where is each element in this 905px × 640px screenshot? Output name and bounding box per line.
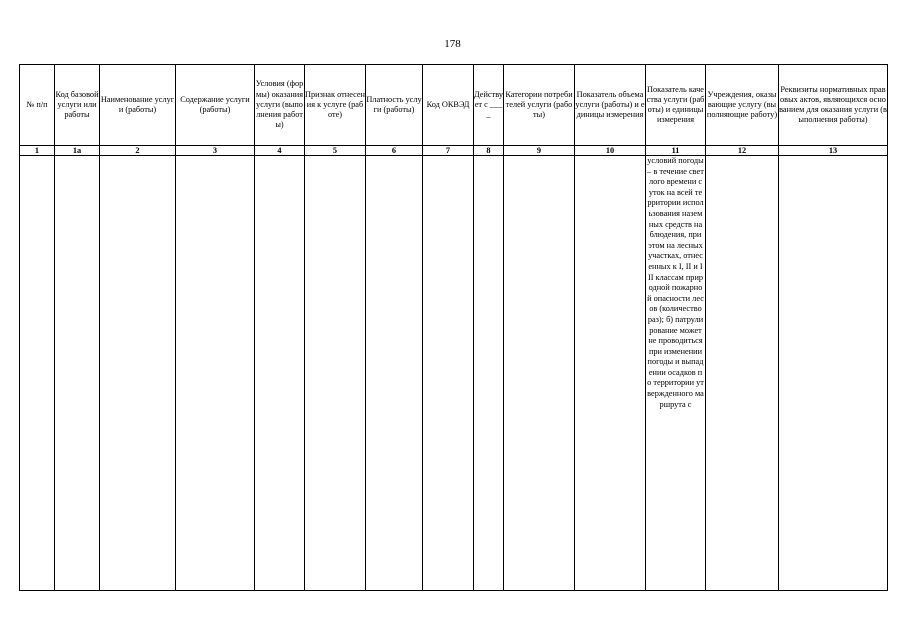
header-cell: Реквизиты нормативных правовых актов, являющихся основанием для оказания услуги (выполнения работы) (779, 65, 888, 146)
quality-indicator-text: условий погоды – в течение светлого времени суток на всей территории использования наземных средств наблюдения, при этом на лесных участках, отнесенных к I, II и III классам природной пожарной опасности лесов (количество раз); б) патрулирование может не проводиться при изменении погоды и выпадении осадков по территории утвержденного маршрута с (647, 156, 704, 409)
header-cell: Код ОКВЭД (423, 65, 474, 146)
page-number: 178 (444, 38, 461, 50)
cell-text (504, 156, 574, 590)
cell-text (779, 156, 887, 590)
table-cell (100, 156, 176, 591)
cell-text (55, 156, 99, 590)
cell-text (255, 156, 304, 590)
header-cell: Содержание услуги (работы) (176, 65, 255, 146)
column-number-cell: 1 (20, 146, 55, 156)
table-cell (779, 156, 888, 591)
header-cell: Показатель качества услуги (работы) и единицы измерения (646, 65, 706, 146)
header-cell: № п/п (20, 65, 55, 146)
cell-text (575, 156, 645, 590)
column-number-cell: 6 (366, 146, 423, 156)
table-cell (20, 156, 55, 591)
table-cell (575, 156, 646, 591)
table-cell (305, 156, 366, 591)
table-row (20, 156, 888, 591)
column-number-cell: 1а (55, 146, 100, 156)
column-number-cell: 3 (176, 146, 255, 156)
header-cell: Условия (формы) оказания услуги (выполнения работы) (255, 65, 305, 146)
table-cell (55, 156, 100, 591)
header-cell: Категории потребителей услуги (работы) (504, 65, 575, 146)
cell-text (366, 156, 422, 590)
cell-text (305, 156, 365, 590)
header-cell: Платность услуги (работы) (366, 65, 423, 146)
column-number-cell: 11 (646, 146, 706, 156)
column-number-cell: 2 (100, 146, 176, 156)
header-cell: Наименование услуги (работы) (100, 65, 176, 146)
cell-text (474, 156, 503, 590)
header-cell: Показатель объема услуги (работы) и единицы измерения (575, 65, 646, 146)
table-cell (474, 156, 504, 591)
table-cell (646, 156, 706, 591)
column-number-cell: 10 (575, 146, 646, 156)
services-registry-table (19, 64, 888, 591)
cell-text (20, 156, 54, 590)
table-cell (706, 156, 779, 591)
table-cell (423, 156, 474, 591)
column-number-cell: 13 (779, 146, 888, 156)
column-number-cell: 4 (255, 146, 305, 156)
table-cell (176, 156, 255, 591)
table-cell (504, 156, 575, 591)
table-cell (366, 156, 423, 591)
column-number-row (20, 146, 888, 156)
header-cell: Код базовой услуги или работы (55, 65, 100, 146)
cell-text (100, 156, 175, 590)
table-cell (255, 156, 305, 591)
table-header-row (20, 65, 888, 146)
header-cell: Учреждения, оказывающие услугу (выполняющие работу) (706, 65, 779, 146)
column-number-cell: 8 (474, 146, 504, 156)
cell-text (423, 156, 473, 590)
column-number-cell: 5 (305, 146, 366, 156)
header-cell: Действует с ____ (474, 65, 504, 146)
column-number-cell: 12 (706, 146, 779, 156)
header-cell: Признак отнесения к услуге (работе) (305, 65, 366, 146)
cell-text (706, 156, 778, 590)
cell-text (176, 156, 254, 590)
column-number-cell: 7 (423, 146, 474, 156)
column-number-cell: 9 (504, 146, 575, 156)
